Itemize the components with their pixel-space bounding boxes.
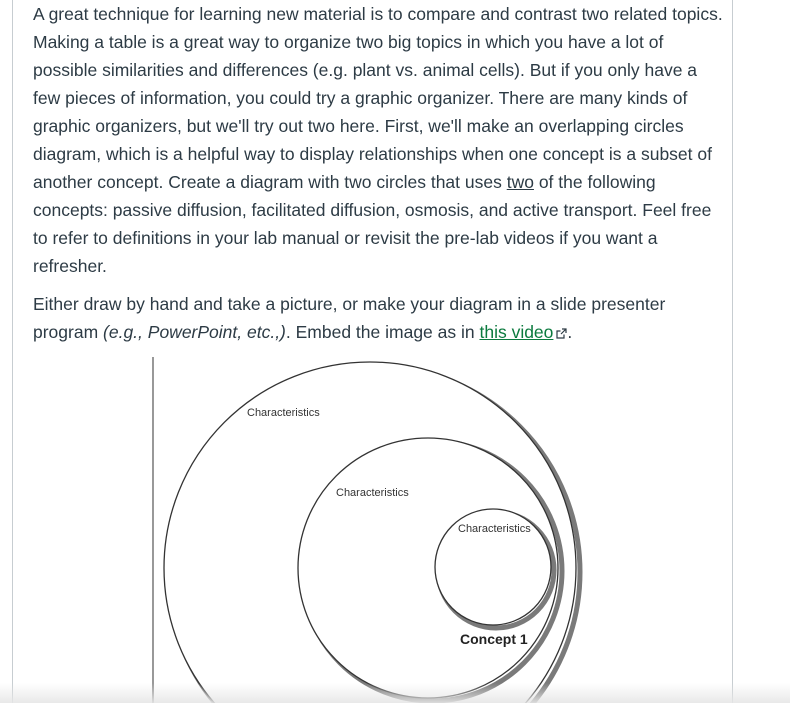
italic-example: (e.g., PowerPoint, etc.,) (103, 322, 286, 342)
middle-characteristics-label: Characteristics (336, 487, 409, 499)
outer-characteristics-label: Characteristics (247, 407, 320, 419)
paragraph-2-text-a: Either draw by hand and take a picture, or make your diagram in a slide presenter program (33, 294, 666, 342)
paragraph-1-text-b: of the following concepts: passive diffusion, facilitated diffusion, osmosis, and active transport. Feel free to refer to definitions in your lab manual or revisit the pre-lab videos if you want a refresher. (33, 172, 712, 276)
underlined-word: two (506, 172, 534, 192)
external-link-icon[interactable] (556, 319, 567, 347)
nested-circles-diagram (152, 357, 592, 703)
concept-1-label: Concept 1 (460, 631, 528, 647)
paragraph-2-end: . (567, 322, 573, 342)
content-left-border (12, 0, 13, 703)
video-link[interactable]: this video (479, 322, 554, 342)
paragraph-1-text-a: A great technique for learning new material is to compare and contrast two related topics. Making a table is a great way to organize two big topics in which you have a lot of possible similarities and differences (e.g. plant vs. animal cells). But if you only have a few pieces of information, you could try a graphic organizer. There are many kinds of graphic organizers, but we'll try out two here. First, we'll make an overlapping circles diagram, which is a helpful way to display relationships when one concept is a subset of another concept. Create a diagram with two circles that uses (33, 4, 723, 192)
inner-characteristics-label: Characteristics (458, 523, 531, 535)
paragraph-2-text-b: . Embed the image as in (285, 322, 480, 342)
content-right-border (732, 0, 733, 703)
bottom-fade (0, 683, 790, 703)
diagram-svg (152, 357, 592, 703)
instructions-paragraph-2 (33, 290, 723, 347)
instructions-paragraph-1 (33, 0, 723, 280)
assignment-content (33, 0, 723, 347)
